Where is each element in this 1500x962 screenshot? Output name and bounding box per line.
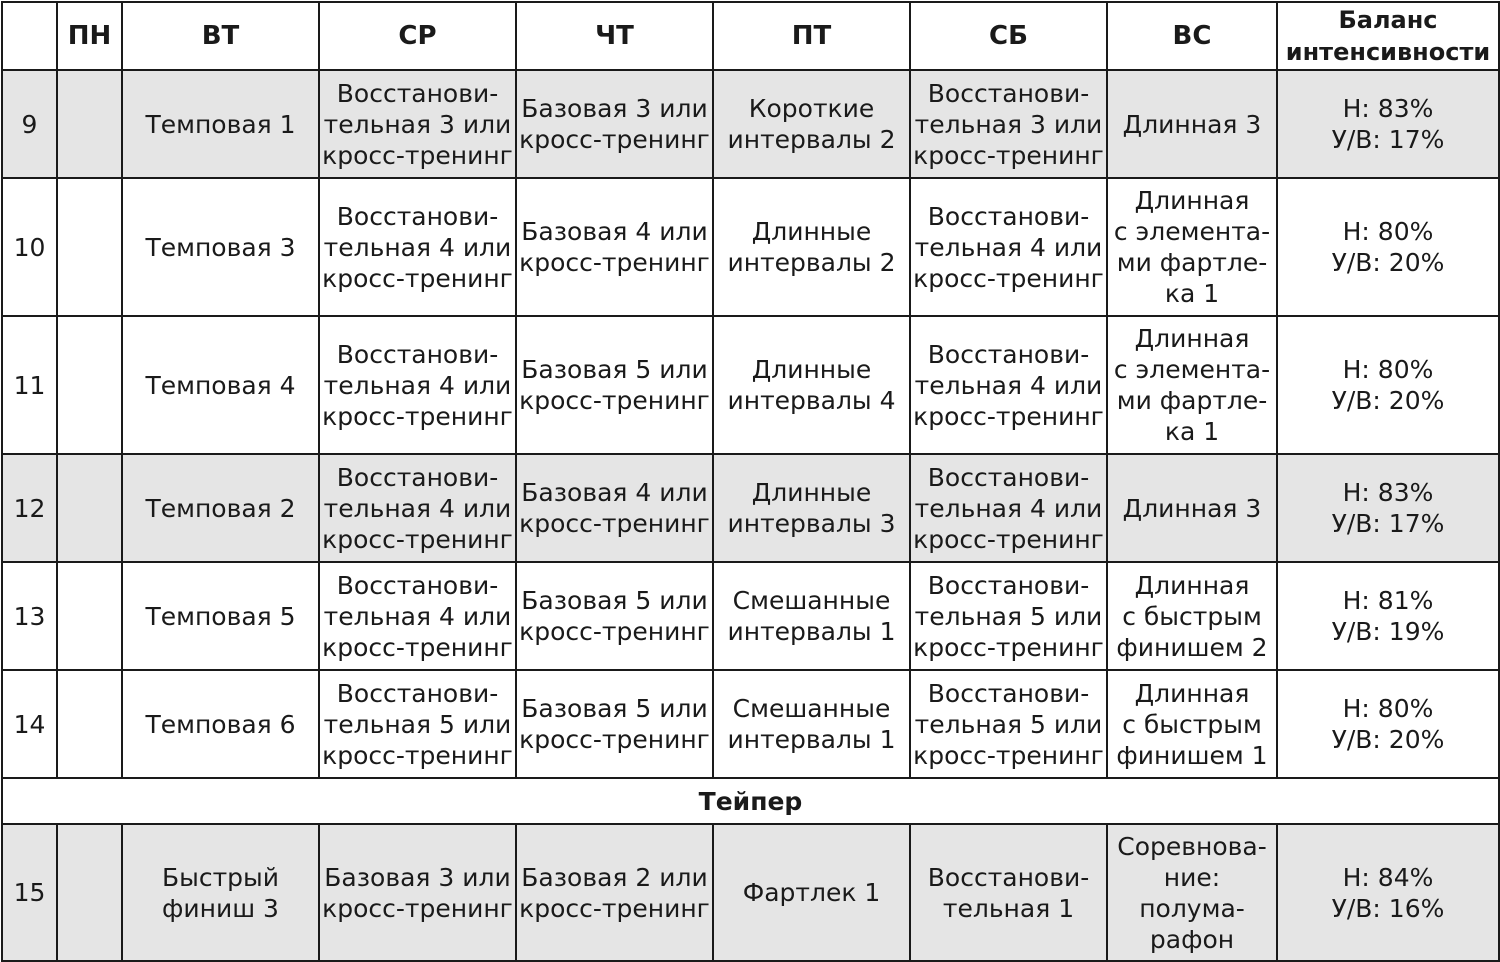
- cell-sun: Длинная 3: [1107, 70, 1277, 178]
- cell-sat: Восстанови- тельная 5 или кросс-тренинг: [910, 562, 1107, 670]
- cell-wed: Восстанови- тельная 4 или кросс-тренинг: [319, 454, 516, 562]
- cell-fri: Фартлек 1: [713, 824, 910, 961]
- cell-sun: Соревнова- ние: полума- рафон: [1107, 824, 1277, 961]
- cell-sun: Длинная с элемента- ми фартле- ка 1: [1107, 178, 1277, 316]
- cell-thu: Базовая 2 или кросс-тренинг: [516, 824, 713, 961]
- cell-wed: Восстанови- тельная 4 или кросс-тренинг: [319, 316, 516, 454]
- cell-fri: Короткие интервалы 2: [713, 70, 910, 178]
- cell-mon: [57, 178, 122, 316]
- cell-balance: Н: 83% У/В: 17%: [1277, 70, 1499, 178]
- cell-wed: Базовая 3 или кросс-тренинг: [319, 824, 516, 961]
- cell-mon: [57, 670, 122, 778]
- table-row: [2, 70, 1499, 178]
- header-fri: ПТ: [713, 2, 910, 70]
- header-mon: ПН: [57, 2, 122, 70]
- table-row: [2, 824, 1499, 961]
- header-sat: СБ: [910, 2, 1107, 70]
- cell-tue: Быстрый финиш 3: [122, 824, 319, 961]
- cell-fri: Длинные интервалы 2: [713, 178, 910, 316]
- cell-wed: Восстанови- тельная 4 или кросс-тренинг: [319, 178, 516, 316]
- header-balance: Баланс интенсивности: [1277, 2, 1499, 70]
- week-number: 15: [2, 824, 57, 961]
- cell-balance: Н: 80% У/В: 20%: [1277, 670, 1499, 778]
- cell-tue: Темповая 4: [122, 316, 319, 454]
- cell-balance: Н: 80% У/В: 20%: [1277, 316, 1499, 454]
- cell-balance: Н: 80% У/В: 20%: [1277, 178, 1499, 316]
- training-plan-table: [1, 1, 1500, 962]
- cell-sat: Восстанови- тельная 4 или кросс-тренинг: [910, 178, 1107, 316]
- week-number: 9: [2, 70, 57, 178]
- cell-wed: Восстанови- тельная 5 или кросс-тренинг: [319, 670, 516, 778]
- cell-sun: Длинная 3: [1107, 454, 1277, 562]
- header-tue: ВТ: [122, 2, 319, 70]
- cell-tue: Темповая 1: [122, 70, 319, 178]
- cell-mon: [57, 562, 122, 670]
- header-thu: ЧТ: [516, 2, 713, 70]
- section-title: Тейпер: [2, 778, 1499, 824]
- cell-thu: Базовая 3 или кросс-тренинг: [516, 70, 713, 178]
- cell-mon: [57, 824, 122, 961]
- cell-wed: Восстанови- тельная 3 или кросс-тренинг: [319, 70, 516, 178]
- table-row: [2, 316, 1499, 454]
- cell-tue: Темповая 2: [122, 454, 319, 562]
- header-week: [2, 2, 57, 70]
- cell-mon: [57, 70, 122, 178]
- week-number: 10: [2, 178, 57, 316]
- cell-tue: Темповая 3: [122, 178, 319, 316]
- cell-thu: Базовая 4 или кросс-тренинг: [516, 454, 713, 562]
- cell-wed: Восстанови- тельная 4 или кросс-тренинг: [319, 562, 516, 670]
- cell-balance: Н: 83% У/В: 17%: [1277, 454, 1499, 562]
- table-row: [2, 454, 1499, 562]
- section-row: [2, 778, 1499, 824]
- table-row: [2, 178, 1499, 316]
- cell-sat: Восстанови- тельная 5 или кросс-тренинг: [910, 670, 1107, 778]
- cell-fri: Смешанные интервалы 1: [713, 562, 910, 670]
- cell-sun: Длинная с быстрым финишем 1: [1107, 670, 1277, 778]
- table-row: [2, 670, 1499, 778]
- cell-mon: [57, 316, 122, 454]
- cell-sat: Восстанови- тельная 4 или кросс-тренинг: [910, 316, 1107, 454]
- cell-fri: Длинные интервалы 4: [713, 316, 910, 454]
- cell-thu: Базовая 5 или кросс-тренинг: [516, 670, 713, 778]
- header-row: [2, 2, 1499, 70]
- cell-tue: Темповая 5: [122, 562, 319, 670]
- cell-tue: Темповая 6: [122, 670, 319, 778]
- cell-thu: Базовая 4 или кросс-тренинг: [516, 178, 713, 316]
- cell-balance: Н: 84% У/В: 16%: [1277, 824, 1499, 961]
- cell-mon: [57, 454, 122, 562]
- cell-sat: Восстанови- тельная 3 или кросс-тренинг: [910, 70, 1107, 178]
- cell-sat: Восстанови- тельная 1: [910, 824, 1107, 961]
- cell-fri: Смешанные интервалы 1: [713, 670, 910, 778]
- cell-thu: Базовая 5 или кросс-тренинг: [516, 562, 713, 670]
- header-wed: СР: [319, 2, 516, 70]
- cell-sat: Восстанови- тельная 4 или кросс-тренинг: [910, 454, 1107, 562]
- cell-sun: Длинная с элемента- ми фартле- ка 1: [1107, 316, 1277, 454]
- header-sun: ВС: [1107, 2, 1277, 70]
- week-number: 11: [2, 316, 57, 454]
- cell-fri: Длинные интервалы 3: [713, 454, 910, 562]
- cell-thu: Базовая 5 или кросс-тренинг: [516, 316, 713, 454]
- cell-balance: Н: 81% У/В: 19%: [1277, 562, 1499, 670]
- week-number: 12: [2, 454, 57, 562]
- cell-sun: Длинная с быстрым финишем 2: [1107, 562, 1277, 670]
- week-number: 14: [2, 670, 57, 778]
- table-row: [2, 562, 1499, 670]
- week-number: 13: [2, 562, 57, 670]
